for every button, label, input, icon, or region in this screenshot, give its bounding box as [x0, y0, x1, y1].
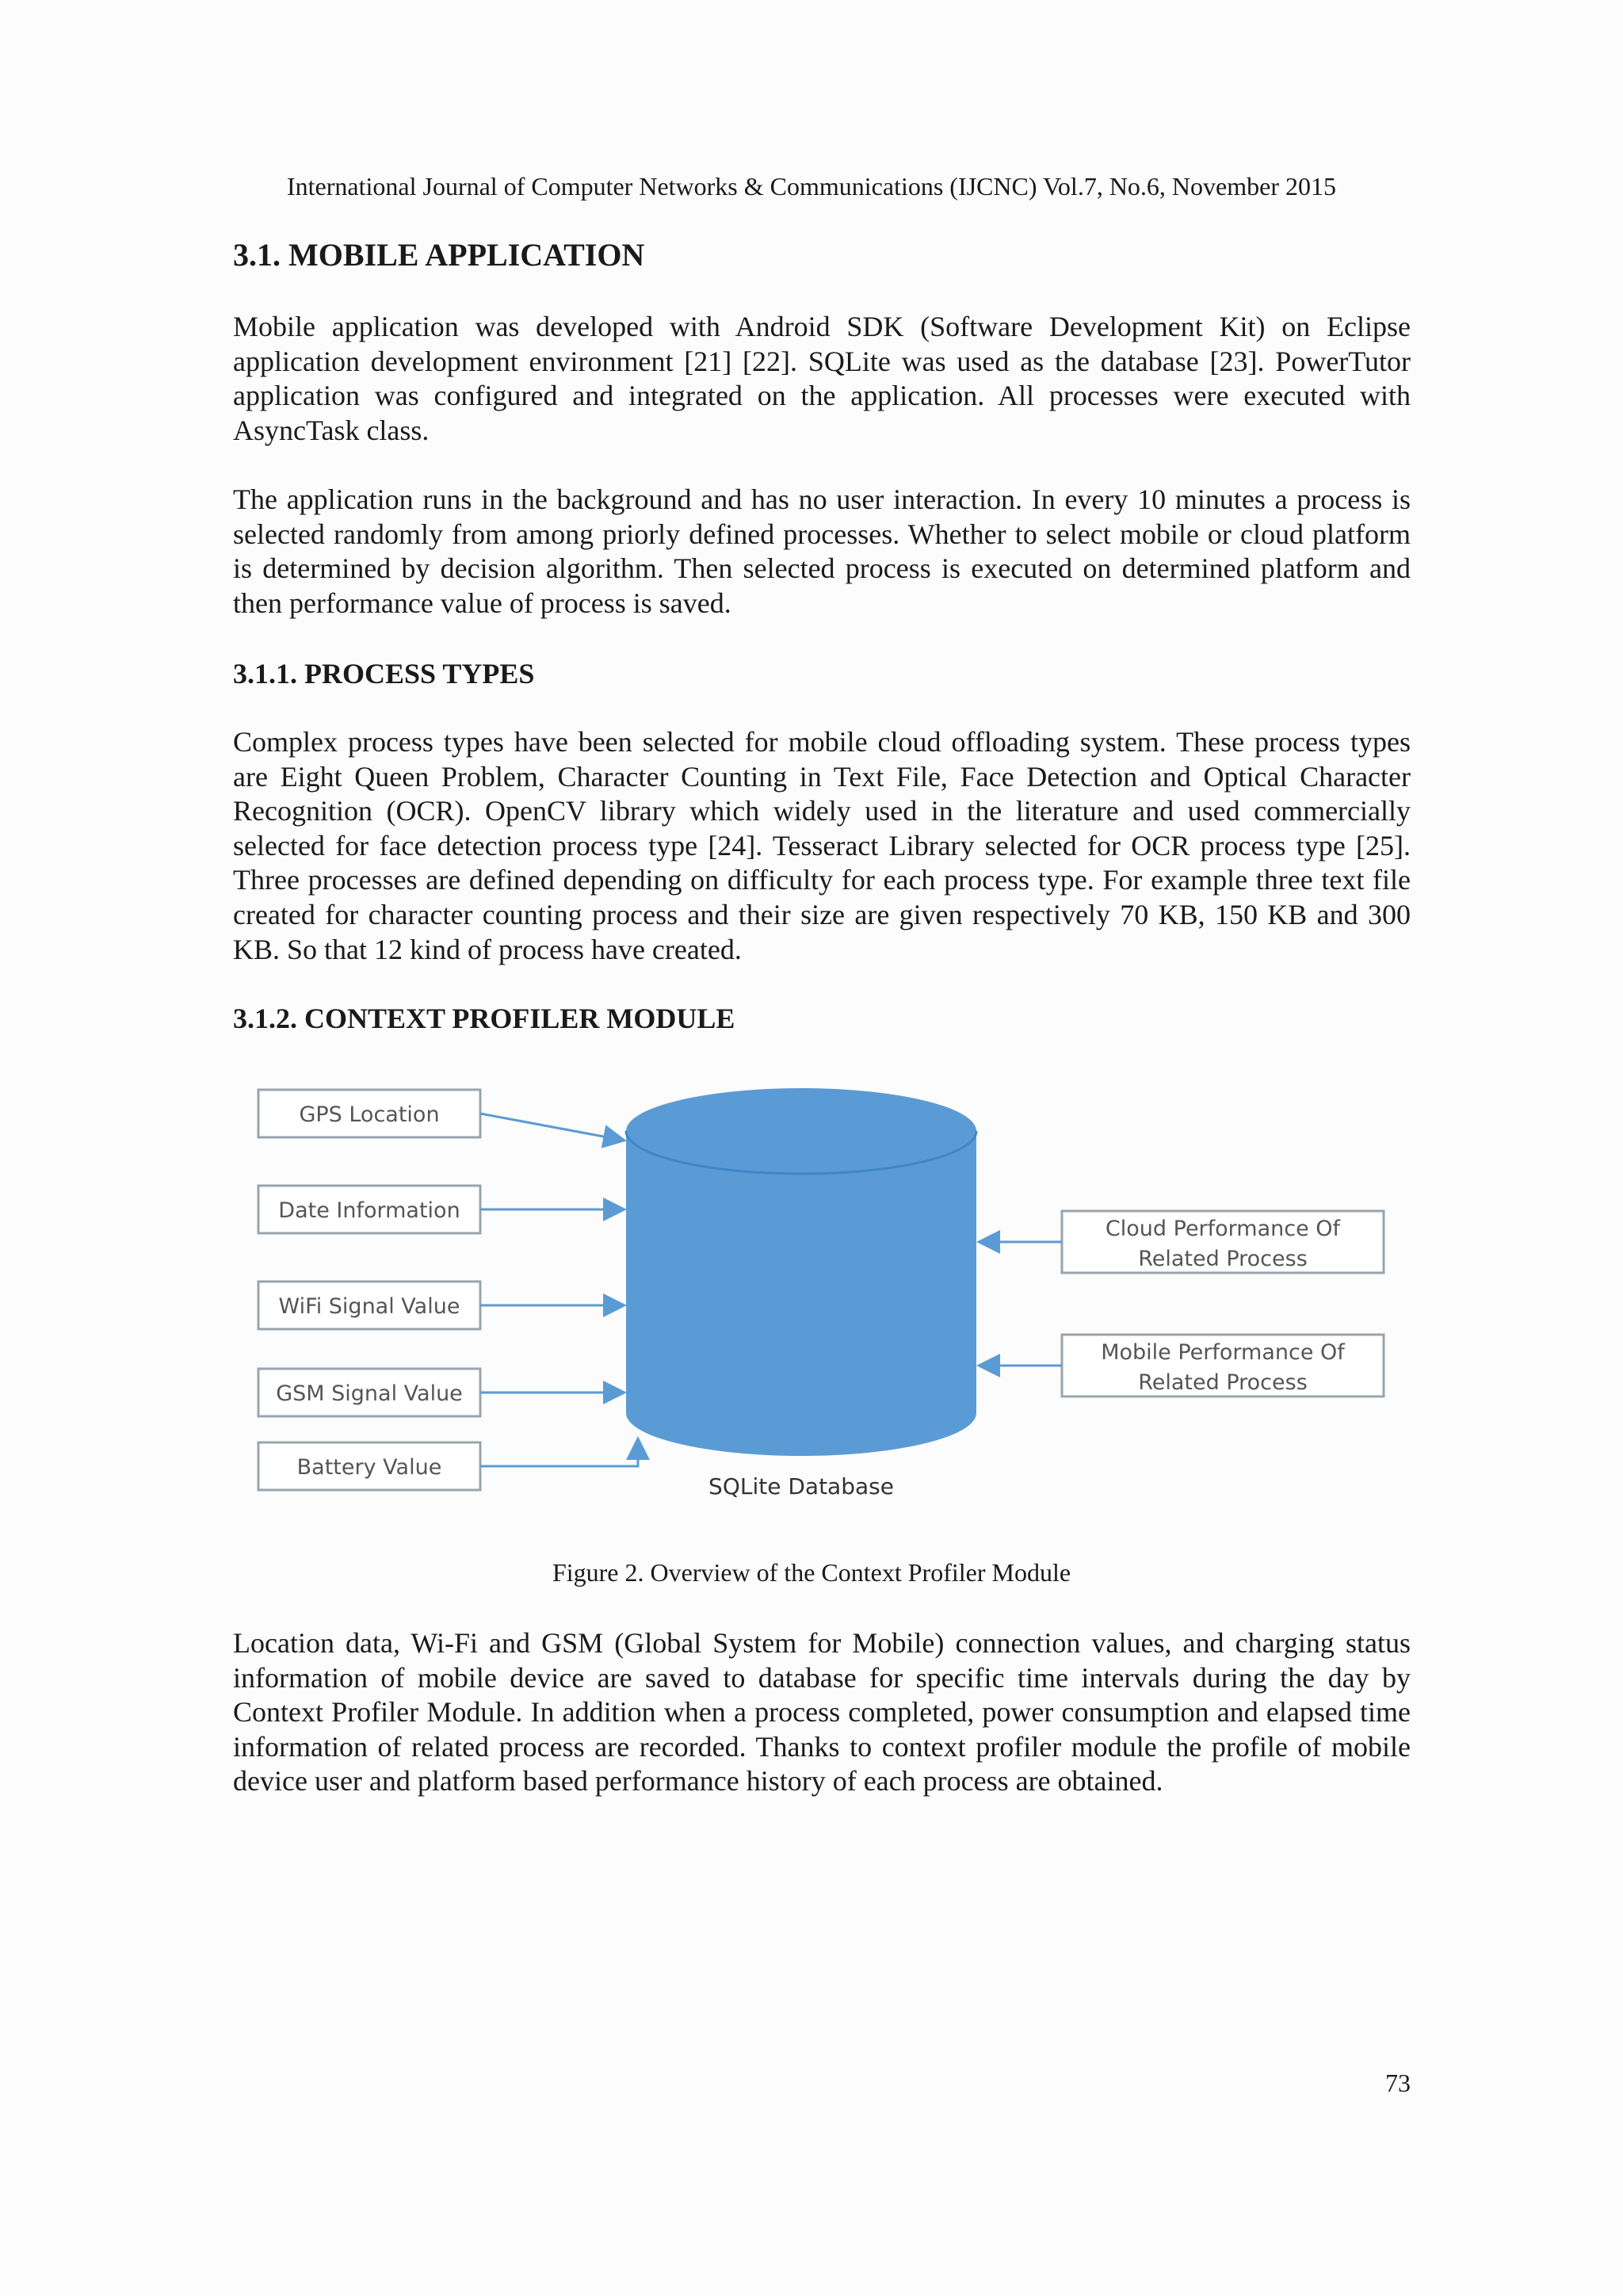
paragraph-mobile-app-2: The application runs in the background and has no user interaction. In every 10 minutes a process is selected randomly from among priorly defined processes. Whether to select mobile or cloud platform is determined by decision algorithm. Then selected process is executed on determined platform and then performance value of process is saved.: [233, 483, 1411, 619]
running-header: International Journal of Computer Networks & Communications (IJCNC) Vol.7, No.6, November 2015: [287, 172, 1336, 201]
subsection-title-context-profiler: 3.1.2. CONTEXT PROFILER MODULE: [233, 1003, 735, 1034]
input-label-battery-value: Battery Value: [296, 1455, 442, 1480]
mobile-performance-label-line-1: Mobile Performance Of: [1101, 1340, 1345, 1365]
input-box-battery-value: [258, 1442, 480, 1490]
input-box-gps-location: [258, 1090, 480, 1137]
input-box-mobile-performance: [1062, 1335, 1384, 1396]
paragraph-context-profiler: Location data, Wi-Fi and GSM (Global System for Mobile) connection values, and charging status information of mobile device are saved to database for specific time intervals during the day by Context Profiler Module. In addition when a process completed, power consumption and elapsed time information of related process are recorded. Thanks to context profiler module the profile of mobile device user and platform based performance history of each process are obtained.: [233, 1627, 1411, 1797]
paragraph-mobile-app-1: Mobile application was developed with Android SDK (Software Development Kit) on Eclipse application development environment [21] [22]. SQLite was used as the database [23]. PowerTutor application was configured and integrated on the application. All processes were executed with AsyncTask class.: [233, 311, 1411, 446]
input-box-cloud-performance: [1062, 1211, 1384, 1273]
input-box-wifi-signal: [258, 1282, 480, 1329]
input-label-date-information: Date Information: [278, 1198, 460, 1223]
input-box-gsm-signal: [258, 1369, 480, 1416]
context-profiler-diagram: [254, 1074, 1450, 1502]
input-label-gps-location: GPS Location: [299, 1102, 440, 1127]
figure-caption: Figure 2. Overview of the Context Profiler Module: [552, 1558, 1071, 1587]
sqlite-database-cylinder: [626, 1088, 976, 1456]
arrow-battery: [480, 1438, 638, 1466]
input-label-gsm-signal: GSM Signal Value: [276, 1381, 463, 1406]
cloud-performance-label-line-2: Related Process: [1138, 1247, 1308, 1271]
cloud-performance-label-line-1: Cloud Performance Of: [1105, 1217, 1341, 1241]
input-label-wifi-signal: WiFi Signal Value: [278, 1294, 460, 1319]
subsection-title-process-types: 3.1.1. PROCESS TYPES: [233, 658, 535, 690]
database-label: SQLite Database: [708, 1473, 894, 1499]
page-number: 73: [1385, 2069, 1411, 2097]
arrow-gps: [480, 1114, 624, 1140]
paragraph-process-types: Complex process types have been selected for mobile cloud offloading system. These process types are Eight Queen Problem, Character Counting in Text File, Face Detection and Optical Character Recognition (OCR). OpenCV library which widely used in the literature and used commercially selected for face detection process type [24]. Tesseract Library selected for OCR process type [25]. Three processes are defined depending on difficulty for each process type. For example three text file created for character counting process and their size are given respectively 70 KB, 150 KB and 300 KB. So that 12 kind of process have created.: [233, 726, 1411, 965]
input-box-date-information: [258, 1186, 480, 1233]
section-title: 3.1. MOBILE APPLICATION: [233, 237, 645, 273]
mobile-performance-label-line-2: Related Process: [1138, 1370, 1308, 1395]
